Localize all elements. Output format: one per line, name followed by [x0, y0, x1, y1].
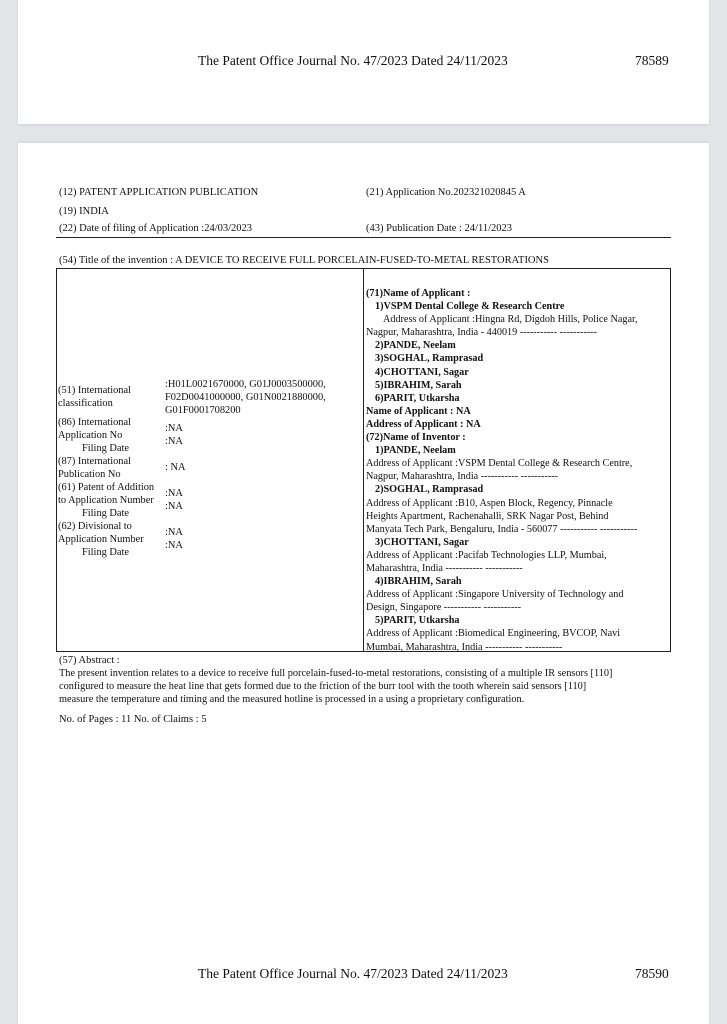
inventor-2-name: 2)SOGHAL, Ramprasad: [375, 484, 484, 496]
abstract-heading: (57) Abstract :: [59, 655, 120, 666]
inventor-2-address-cont2: Manyata Tech Park, Bengaluru, India - 560077 ----------- -----------: [366, 523, 638, 535]
intl-application-label: (86) International Application No Filing Date: [58, 417, 131, 454]
table-left-border: [56, 268, 57, 652]
page-number-top: 78589: [635, 53, 669, 68]
journal-header-top: The Patent Office Journal No. 47/2023 Dated 24/11/2023: [198, 53, 508, 68]
applicant-1-name: 1)VSPM Dental College & Research Centre: [375, 301, 565, 313]
applicant-6-name: 6)PARIT, Utkarsha: [375, 392, 460, 404]
divisional-label: (62) Divisional to Application Number Filing Date: [58, 521, 144, 558]
journal-header-bottom: The Patent Office Journal No. 47/2023 Dated 24/11/2023: [198, 966, 508, 981]
applicant-name-na: Name of Applicant : NA: [366, 405, 471, 417]
country: (19) INDIA: [59, 206, 109, 217]
inventor-1-address: Address of Applicant :VSPM Dental College & Research Centre,: [366, 458, 633, 470]
applicant-2-name: 2)PANDE, Neelam: [375, 340, 456, 352]
applicant-1-address: Address of Applicant :Hingna Rd, Digdoh Hills, Police Nagar,: [383, 314, 638, 326]
intl-classification-value: :H01L0021670000, G01J0003500000, F02D0041000000, G01N0021880000, G01F0001708200: [165, 379, 326, 416]
inventor-3-address: Address of Applicant :Pacifab Technologies LLP, Mumbai,: [366, 549, 607, 561]
inventor-4-address: Address of Applicant :Singapore University of Technology and: [366, 589, 624, 601]
inventor-2-address: Address of Applicant :B10, Aspen Block, Regency, Pinnacle: [366, 497, 613, 509]
applicant-1-address-cont: Nagpur, Maharashtra, India - 440019 ----------- -----------: [366, 327, 597, 339]
patent-of-addition-label: (61) Patent of Addition to Application Number Filing Date: [58, 482, 155, 519]
inventor-5-name: 5)PARIT, Utkarsha: [375, 615, 460, 627]
divisional-value: :NA :NA: [165, 527, 183, 551]
intl-classification-label: (51) International classification: [58, 385, 131, 409]
publication-type: (12) PATENT APPLICATION PUBLICATION: [59, 187, 259, 198]
inventor-3-address-cont: Maharashtra, India ----------- -----------: [366, 562, 523, 574]
applicant-address-na: Address of Applicant : NA: [366, 418, 481, 430]
inventor-heading: (72)Name of Inventor :: [366, 432, 466, 444]
pages-and-claims: No. of Pages : 11 No. of Claims : 5: [59, 714, 207, 725]
applicant-inventor-column: [366, 287, 671, 654]
inventor-1-address-cont: Nagpur, Maharashtra, India ----------- -----------: [366, 471, 558, 483]
applicant-3-name: 3)SOGHAL, Ramprasad: [375, 353, 484, 365]
applicant-5-name: 5)IBRAHIM, Sarah: [375, 379, 462, 391]
inventor-1-name: 1)PANDE, Neelam: [375, 445, 456, 457]
inventor-2-address-cont: Heights Apartment, Rachenahalli, SRK Nagar Post, Behind: [366, 510, 609, 522]
intl-publication-label: (87) International Publication No: [58, 456, 131, 480]
table-middle-border: [363, 268, 364, 652]
inventor-5-address: Address of Applicant :Biomedical Engineering, BVCOP, Navi: [366, 628, 621, 640]
inventor-4-address-cont: Design, Singapore ----------- -----------: [366, 602, 521, 614]
patent-of-addition-value: :NA :NA: [165, 488, 183, 512]
inventor-5-address-cont: Mumbai, Maharashtra, India ----------- -----------: [366, 641, 563, 653]
publication-date: (43) Publication Date : 24/11/2023: [366, 223, 513, 234]
intl-application-value: :NA :NA: [165, 423, 183, 447]
invention-title: (54) Title of the invention : A DEVICE TO RECEIVE FULL PORCELAIN-FUSED-TO-METAL RESTORATIONS: [59, 255, 549, 266]
applicant-heading: (71)Name of Applicant :: [366, 288, 471, 299]
header-divider: [56, 237, 671, 238]
page-number-bottom: 78590: [635, 966, 669, 981]
inventor-3-name: 3)CHOTTANI, Sagar: [375, 536, 469, 548]
inventor-4-name: 4)IBRAHIM, Sarah: [375, 576, 462, 588]
intl-publication-value: : NA: [165, 462, 186, 473]
abstract-body: The present invention relates to a device to receive full porcelain-fused-to-metal restorations, consisting of a multiple IR sensors [110] configured to measure the heat line that gets formed due to the friction of the burr tool with the tooth wherein said sensors [110] measure the temperature and timing and the measured hotline is processed in a using a proprietary configuration.: [59, 668, 613, 705]
applicant-4-name: 4)CHOTTANI, Sagar: [375, 366, 469, 378]
application-number: (21) Application No.202321020845 A: [366, 187, 526, 198]
filing-date: (22) Date of filing of Application :24/03/2023: [59, 223, 253, 234]
